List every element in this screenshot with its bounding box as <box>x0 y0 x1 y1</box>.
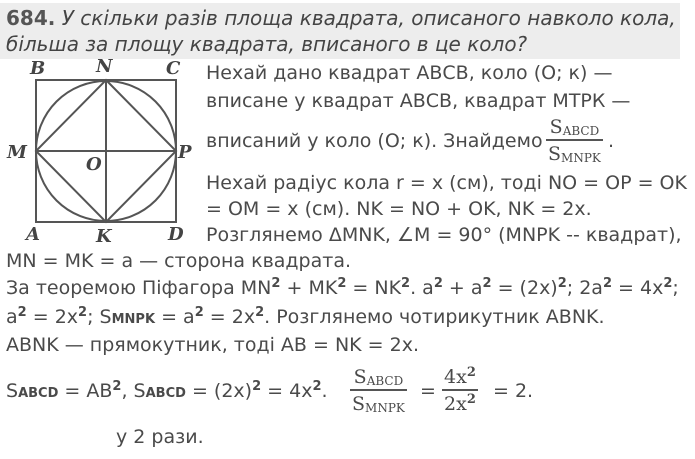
fraction-numerator: $S_{ABCD}$ <box>549 116 600 138</box>
solution-line-6: Розглянемо ΔMNK, ∠M = 90° (MNPK -- квадрат), <box>206 224 682 246</box>
label-d: D <box>168 224 184 245</box>
solution-line-8: За теоремою Піфагора $MN^2 + MK^2 = NK^2$. $a^2 + a^2 = (2x)^2$; $2a^2 = 4x^2$; <box>6 276 679 299</box>
fraction-numerator: $4x^2$ <box>444 365 476 388</box>
label-m: M <box>7 142 27 163</box>
solution-line-2: вписане у квадрат АВСВ, квадрат МТРК — <box>206 90 631 112</box>
geometry-figure <box>0 56 210 246</box>
label-c: C <box>166 58 181 79</box>
problem-line-1 <box>6 6 676 30</box>
fraction-numerator: $S_{ABCD}$ <box>353 366 404 388</box>
label-o: O <box>86 154 102 175</box>
fraction-bar <box>442 389 478 391</box>
solution-line-11: SABCD = $AB^2$, SABCD = $(2x)^2 = 4x^2$. <box>6 379 328 402</box>
fraction-denominator: $S_{MNPK}$ <box>548 142 601 165</box>
solution-line-1: Нехай дано квадрат АВСВ, коло (О; к) — <box>206 62 613 84</box>
label-p: P <box>178 142 192 163</box>
problem-line-2: більша за площу квадрата, вписаного в це коло? <box>6 32 528 56</box>
problem-text-1: У скільки разів площа квадрата, описаного навколо кола, <box>61 6 676 30</box>
problem-number: 684. <box>6 6 56 30</box>
fraction-denominator: $S_{MNPK}$ <box>352 392 405 415</box>
label-n: N <box>96 56 113 77</box>
fraction-bar <box>350 389 407 391</box>
label-a: A <box>26 224 40 245</box>
answer-line: у 2 рази. <box>116 426 204 448</box>
solution-line-7: MN = MK = a — сторона квадрата. <box>6 250 352 272</box>
solution-line-9: $a^2 = 2x^2$; SMNPK = $a^2 = 2x^2$. Розглянемо чотирикутник ABNK. <box>6 305 605 328</box>
label-k: K <box>96 226 112 246</box>
ratio-fraction-1 <box>546 116 603 165</box>
solution-line-4: Нехай радіус кола r = х (см), тоді NO = OP = OK <box>206 172 687 194</box>
fraction-period: . <box>608 130 615 152</box>
solution-line-10: ABNK — прямокутник, тоді AB = NK = 2x. <box>6 334 419 356</box>
solution-line-3: вписаний у коло (О; к). Знайдемо <box>206 130 543 152</box>
fraction-denominator: $2x^2$ <box>444 391 476 415</box>
label-b: B <box>30 58 46 79</box>
solution-line-5: = OM = х (см). NK = NO + OK, NK = 2х. <box>206 198 592 220</box>
ratio-fraction-3 <box>442 366 478 415</box>
equals-sign: = <box>420 380 436 402</box>
result-equals-2: = 2. <box>493 380 534 402</box>
fraction-bar <box>546 139 603 141</box>
ratio-fraction-2 <box>350 366 407 415</box>
